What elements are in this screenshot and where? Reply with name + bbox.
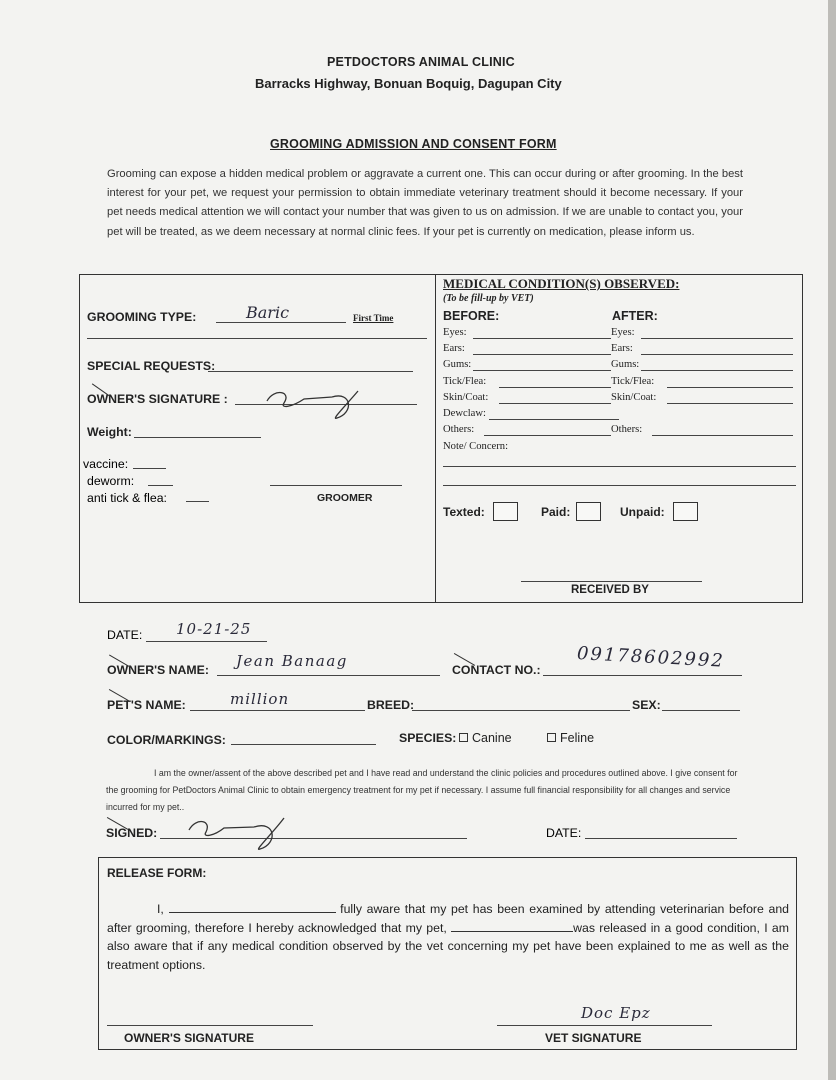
owners-signature-scribble: [262, 383, 362, 423]
species-label: SPECIES:: [399, 731, 457, 745]
paid-checkbox[interactable]: [576, 502, 601, 521]
owner-name-label: OWNER'S NAME:: [107, 663, 209, 677]
release-owner-name-field[interactable]: [169, 900, 336, 913]
before-item-field[interactable]: [484, 435, 611, 436]
sex-field[interactable]: [662, 710, 740, 711]
after-item-label: Tick/Flea:: [611, 375, 655, 387]
before-item-label: Tick/Flea:: [443, 375, 487, 387]
unpaid-checkbox[interactable]: [673, 502, 698, 521]
release-owner-signature-label: OWNER'S SIGNATURE: [124, 1031, 254, 1045]
before-item-field[interactable]: [489, 419, 619, 420]
before-label: BEFORE:: [443, 309, 500, 323]
note-line-2[interactable]: [443, 485, 796, 486]
before-item-field[interactable]: [473, 370, 611, 371]
breed-label: BREED:: [367, 698, 415, 712]
pet-name-value: million: [230, 690, 290, 708]
after-item-label: Ears:: [611, 343, 633, 355]
received-by-label: RECEIVED BY: [571, 584, 649, 596]
box-divider: [435, 275, 436, 602]
before-item-label: Dewclaw:: [443, 408, 486, 419]
first-time-label: First Time: [353, 313, 394, 323]
feline-label: Feline: [560, 731, 595, 745]
groomer-label: GROOMER: [317, 492, 373, 504]
vaccine-label: vaccine:: [83, 457, 129, 471]
after-item-field[interactable]: [641, 354, 793, 355]
weight-field[interactable]: [134, 437, 261, 438]
special-requests-label: SPECIAL REQUESTS:: [87, 359, 216, 373]
medical-subheading: (To be fill-up by VET): [443, 293, 534, 304]
signed-date-label: DATE:: [546, 826, 582, 840]
texted-checkbox[interactable]: [493, 502, 518, 521]
before-item-field[interactable]: [499, 403, 611, 404]
release-paragraph: [107, 900, 789, 975]
after-item-field[interactable]: [667, 403, 793, 404]
species-canine-option[interactable]: [459, 731, 512, 745]
clinic-name: PETDOCTORS ANIMAL CLINIC: [327, 55, 515, 69]
consent-text: I am the owner/assent of the above described pet and I have read and understand the clinic policies and procedures outlined above. I give consent for the grooming for PetDoctors Animal Clinic to obtain emergency treatment for my pet if necessary. I assume full financial responsibility for all changes and service incurred for my pet..: [106, 768, 738, 812]
note-line-1[interactable]: [443, 466, 796, 467]
after-item-field[interactable]: [652, 435, 793, 436]
grooming-type-line-2: [87, 338, 427, 339]
species-feline-option[interactable]: [547, 731, 594, 745]
grooming-type-label: GROOMING TYPE:: [87, 310, 197, 324]
anti-tick-field[interactable]: [186, 501, 209, 502]
canine-checkbox-icon: [459, 733, 468, 742]
sex-label: SEX:: [632, 698, 661, 712]
unpaid-label: Unpaid:: [620, 505, 665, 519]
page-edge: [828, 0, 836, 1080]
grooming-type-field[interactable]: [216, 322, 346, 323]
date-value: 10-21-25: [176, 620, 252, 638]
consent-signature-scribble: [184, 812, 288, 854]
vet-signature-label: VET SIGNATURE: [545, 1031, 642, 1045]
before-item-field[interactable]: [473, 338, 611, 339]
after-label: AFTER:: [612, 309, 658, 323]
received-by-line[interactable]: [521, 581, 702, 582]
contact-label: CONTACT NO.:: [452, 663, 541, 677]
after-item-field[interactable]: [641, 370, 793, 371]
owner-name-field[interactable]: [217, 675, 440, 676]
date-label: DATE:: [107, 628, 143, 642]
release-owner-signature-line[interactable]: [107, 1025, 313, 1026]
before-item-label: Others:: [443, 424, 475, 436]
after-item-label: Gums:: [611, 359, 640, 371]
after-item-label: Eyes:: [611, 327, 635, 338]
date-field[interactable]: [146, 641, 267, 642]
release-part1: I,: [157, 902, 164, 916]
signed-label: SIGNED:: [106, 826, 158, 840]
after-item-field[interactable]: [641, 338, 793, 339]
after-item-label: Others:: [611, 424, 643, 436]
before-item-label: Skin/Coat:: [443, 391, 489, 403]
release-part2: fully aware that my pet has been examined by attending veterinarian before and after grooming, therefore I hereby acknowledged that my pet,: [107, 902, 790, 935]
before-item-field[interactable]: [499, 387, 611, 388]
deworm-field[interactable]: [148, 485, 173, 486]
canine-label: Canine: [472, 731, 512, 745]
after-item-label: Skin/Coat:: [611, 391, 657, 403]
pet-name-field[interactable]: [190, 710, 365, 711]
color-markings-field[interactable]: [231, 744, 376, 745]
note-concern-label: Note/ Concern:: [443, 441, 509, 452]
before-item-label: Eyes:: [443, 327, 467, 338]
medical-heading: MEDICAL CONDITION(S) OBSERVED:: [443, 276, 680, 291]
feline-checkbox-icon: [547, 733, 556, 742]
anti-tick-label: anti tick & flea:: [87, 491, 167, 505]
before-item-field[interactable]: [473, 354, 611, 355]
before-item-label: Ears:: [443, 343, 465, 355]
release-part3: was released in a good condition, I am also aware that if any medical condition observed by the vet concerning my pet have been explained to me as well as the treatment options.: [107, 920, 790, 973]
before-item-label: Gums:: [443, 359, 472, 371]
release-pet-name-field[interactable]: [451, 919, 573, 932]
after-item-field[interactable]: [667, 387, 793, 388]
vaccine-field[interactable]: [133, 468, 166, 469]
release-title: RELEASE FORM:: [107, 866, 207, 880]
paid-label: Paid:: [541, 505, 571, 519]
deworm-label: deworm:: [87, 474, 135, 488]
grooming-type-value: Baric: [246, 303, 290, 322]
weight-label: Weight:: [87, 425, 132, 439]
owner-name-value: Jean Banaag: [236, 652, 348, 670]
vet-signature-line[interactable]: [497, 1025, 712, 1026]
owners-signature-label: OWNER'S SIGNATURE :: [87, 392, 228, 406]
breed-field[interactable]: [412, 710, 630, 711]
contact-value: 09178602992: [576, 643, 726, 672]
color-markings-label: COLOR/MARKINGS:: [107, 733, 226, 747]
contact-field[interactable]: [543, 675, 742, 676]
pet-name-label: PET'S NAME:: [107, 698, 186, 712]
form-title: GROOMING ADMISSION AND CONSENT FORM: [270, 137, 557, 151]
clinic-address: Barracks Highway, Bonuan Boquig, Dagupan City: [255, 76, 562, 91]
consent-paragraph: [106, 765, 742, 816]
vet-signature-value: Doc Epz: [581, 1004, 651, 1022]
signed-date-field[interactable]: [585, 838, 737, 839]
texted-label: Texted:: [443, 505, 485, 519]
intro-paragraph: Grooming can expose a hidden medical problem or aggravate a current one. This can occur during or after grooming. In the best interest for your pet, we request your permission to obtain immediate veterinary treatment should it become necessary. If your pet needs medical attention we will contact your number that was given to us on admission. If we are unable to contact you, your pet will be treated, as we deem necessary at normal clinic fees. If your pet is currently on medication, please inform us.: [107, 168, 743, 238]
groomer-signature-line[interactable]: [270, 485, 402, 486]
special-requests-field[interactable]: [208, 371, 413, 372]
